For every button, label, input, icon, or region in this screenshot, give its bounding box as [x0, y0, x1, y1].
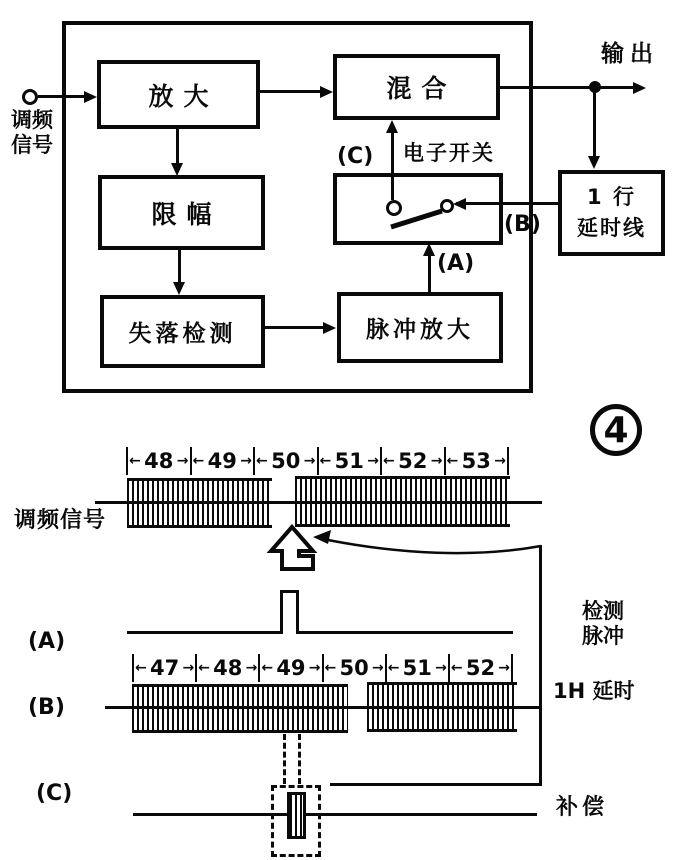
waveform-a-baseline	[127, 631, 513, 634]
gap-dashed-line-right	[298, 734, 301, 784]
line-number: ← 51	[402, 656, 432, 680]
fm-signal-line-numbers	[126, 447, 509, 475]
gap-pointer-curve	[328, 540, 541, 553]
mixer-box	[333, 54, 500, 120]
electronic-switch-label: 电子开关	[403, 141, 495, 165]
delay-line-text	[577, 182, 646, 245]
line-number: ← 51	[334, 449, 364, 473]
input-terminal-icon	[22, 89, 38, 105]
line-number-segment	[132, 654, 195, 682]
electronic-switch-box	[333, 173, 503, 245]
pulseamp-to-switch-arrowhead-icon	[423, 243, 435, 256]
input-line	[38, 95, 86, 98]
line-number-segment	[444, 447, 510, 475]
switch-to-mixer-arrowhead-icon	[386, 120, 398, 133]
waveform-c-baseline	[133, 813, 537, 816]
line-number: ← 49	[276, 656, 306, 680]
line-number: ← 52	[398, 449, 428, 473]
amp-to-mixer-line	[260, 90, 322, 93]
delay-line-box	[558, 170, 665, 256]
amp-to-mixer-arrowhead-icon	[320, 86, 333, 98]
line-number-segment	[322, 654, 385, 682]
dropout-detector-box	[100, 295, 265, 368]
line-number-segment	[385, 654, 448, 682]
limiter-label: 限幅	[151, 199, 222, 229]
amp-to-limiter-line	[176, 129, 179, 165]
switch-contact-right-icon	[440, 199, 454, 213]
delay-line-label-line2: 延时线	[577, 216, 646, 240]
figure-number-badge: 4	[590, 404, 642, 456]
input-signal-label-line1: 调频	[11, 108, 53, 132]
waveform-c-label: (C)	[36, 781, 73, 806]
detector-to-pulseamp-arrowhead-icon	[323, 322, 336, 334]
switch-to-mixer-line	[391, 130, 394, 200]
junction-to-delay-line	[593, 90, 596, 158]
line-number-segment	[195, 654, 258, 682]
limiter-box	[98, 175, 265, 250]
line-number: ← 47	[149, 656, 180, 680]
mixer-label: 混合	[386, 74, 457, 103]
waveform-a-label: (A)	[28, 629, 66, 654]
delayed-band-left	[132, 684, 348, 733]
line-number: ← 49	[207, 449, 237, 473]
fm-signal-band-right	[295, 476, 510, 527]
line-number: ← 50	[271, 449, 301, 473]
delay-line-label-line1: 1 行	[587, 184, 636, 209]
waveform-b-label: (B)	[28, 695, 65, 720]
detect-pulse-label	[572, 599, 634, 649]
line-number: ← 50	[339, 656, 369, 680]
line-number: ← 53	[461, 449, 491, 473]
delay-to-switch-arrowhead-icon	[453, 198, 466, 210]
fm-signal-band-left	[127, 478, 272, 528]
detection-pulse-shape	[280, 590, 299, 634]
point-a-label: (A)	[437, 251, 475, 276]
line-number-segment	[317, 447, 381, 475]
line-number: ← 52	[465, 656, 496, 680]
gap-dashed-line-left	[283, 734, 286, 784]
limiter-to-detector-line	[178, 250, 181, 284]
detector-to-pulseamp-line	[265, 326, 325, 329]
right-rail-line	[539, 545, 542, 786]
pulse-amplifier-box	[337, 292, 503, 363]
amplifier-label: 放大	[148, 81, 219, 111]
up-block-arrow-icon	[271, 527, 313, 569]
switch-contact-left-icon	[386, 200, 402, 216]
output-arrowhead-icon	[633, 82, 646, 94]
point-c-label: (C)	[337, 144, 374, 169]
output-line	[500, 86, 636, 89]
delayed-line-numbers	[132, 654, 513, 682]
compensation-feed-line	[330, 783, 542, 786]
line-number-segment	[126, 447, 190, 475]
output-label: 输出	[601, 41, 659, 67]
line-number-segment	[448, 654, 513, 682]
line-number-segment	[190, 447, 254, 475]
delayed-band-right	[367, 682, 517, 732]
dropout-detector-label: 失落检测	[128, 321, 237, 347]
compensation-chip-shape	[287, 792, 306, 839]
line-number-segment	[380, 447, 444, 475]
input-signal-label-line2: 信号	[11, 133, 53, 158]
line-number-segment	[253, 447, 317, 475]
gap-pointer-arrowhead-icon	[313, 530, 331, 544]
pulse-amplifier-label: 脉冲放大	[366, 317, 474, 343]
delay-to-switch-line	[456, 202, 558, 205]
pulseamp-to-switch-line	[428, 250, 431, 292]
input-arrowhead-icon	[84, 91, 97, 103]
junction-to-delay-arrowhead-icon	[588, 156, 600, 169]
fm-signal-label: 调频信号	[14, 508, 107, 533]
line-number-segment	[258, 654, 321, 682]
detect-pulse-label-line1: 检测	[582, 599, 624, 623]
limiter-to-detector-arrowhead-icon	[173, 282, 185, 295]
input-signal-label	[2, 108, 62, 158]
one-h-delay-label: 1H 延时	[553, 679, 635, 703]
line-number: ← 48	[213, 656, 243, 680]
point-b-label: (B)	[504, 212, 541, 237]
compensation-label: 补偿	[556, 795, 609, 820]
detect-pulse-label-line2: 脉冲	[582, 624, 624, 649]
line-number: ← 48	[144, 449, 174, 473]
amplifier-box	[97, 60, 260, 129]
